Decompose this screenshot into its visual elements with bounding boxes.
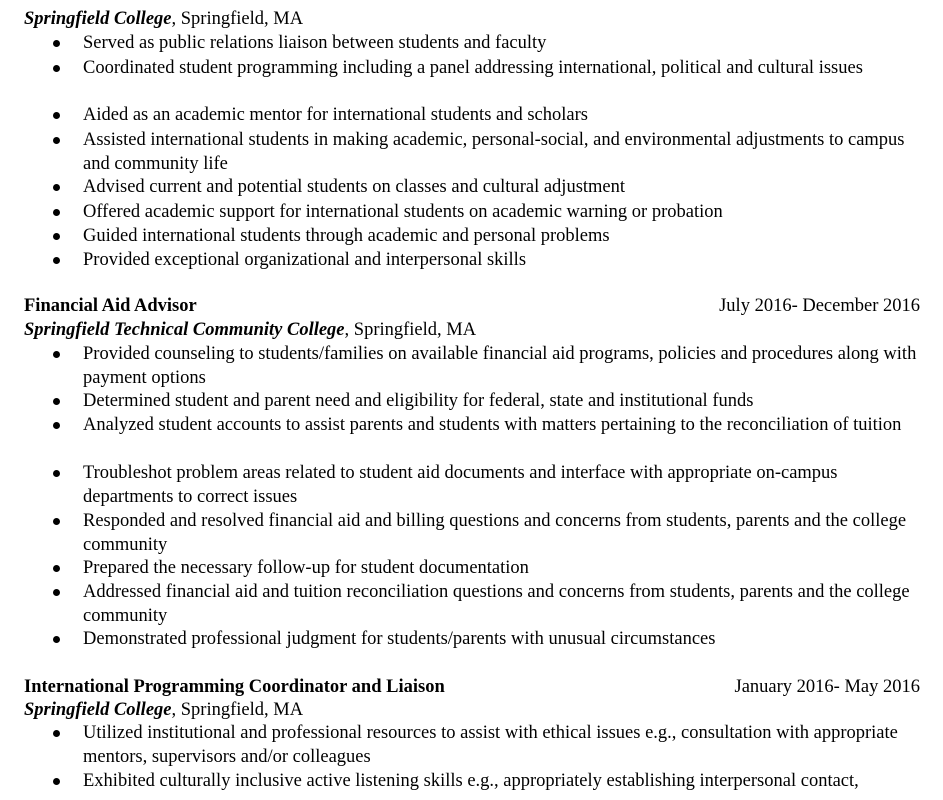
bullet-icon xyxy=(53,65,60,72)
list-item-text: Advised current and potential students on classes and cultural adjustment xyxy=(83,177,626,197)
list-item-text: Responded and resolved financial aid and billing questions and concerns from students, parents and the college community xyxy=(83,511,907,555)
organization-name: Springfield College xyxy=(24,700,172,720)
job-dates: January 2016- May 2016 xyxy=(734,677,920,697)
bullet-icon xyxy=(53,589,60,596)
bullet-icon xyxy=(53,565,60,572)
organization-location: , Springfield, MA xyxy=(171,700,304,720)
list-item-text: Prepared the necessary follow-up for student documentation xyxy=(83,558,529,578)
job-dates: July 2016- December 2016 xyxy=(719,296,920,316)
list-item-text: Troubleshot problem areas related to student aid documents and interface with appropriate on-campus departments to correct issues xyxy=(83,463,838,507)
job-title: International Programming Coordinator and Liaison xyxy=(24,677,445,697)
list-item-text: Served as public relations liaison between students and faculty xyxy=(83,33,547,53)
list-item-text: Determined student and parent need and eligibility for federal, state and institutional funds xyxy=(83,391,754,411)
list-item-text: Aided as an academic mentor for international students and scholars xyxy=(83,105,588,125)
list-item-text: Utilized institutional and professional resources to assist with ethical issues e.g., consultation with appropriate mentors, supervisors and/or colleagues xyxy=(83,723,898,767)
bullet-icon xyxy=(53,518,60,525)
bullet-icon xyxy=(53,422,60,429)
organization-line xyxy=(24,698,303,722)
bullet-icon xyxy=(53,351,60,358)
bullet-icon xyxy=(53,257,60,264)
list-item-text: Demonstrated professional judgment for students/parents with unusual circumstances xyxy=(83,629,716,649)
bullet-icon xyxy=(53,470,60,477)
bullet-icon xyxy=(53,40,60,47)
organization-line xyxy=(24,318,476,342)
bullet-icon xyxy=(53,184,60,191)
bullet-icon xyxy=(53,137,60,144)
list-item-text: Offered academic support for international students on academic warning or probation xyxy=(83,202,723,222)
organization-line xyxy=(24,7,303,31)
bullet-icon xyxy=(53,730,60,737)
list-item-text: Assisted international students in making academic, personal-social, and environmental adjustments to campus and community life xyxy=(83,130,905,174)
bullet-icon xyxy=(53,778,60,785)
bullet-icon xyxy=(53,112,60,119)
list-item-text: Provided exceptional organizational and interpersonal skills xyxy=(83,250,527,270)
list-item-text: Exhibited culturally inclusive active listening skills e.g., appropriately establishing interpersonal contact, xyxy=(83,771,859,791)
list-item-text: Provided counseling to students/families on available financial aid programs, policies and procedures along with payment options xyxy=(83,344,917,388)
organization-location: , Springfield, MA xyxy=(344,320,477,340)
list-item-text: Addressed financial aid and tuition reconciliation questions and concerns from students, parents and the college community xyxy=(83,582,910,626)
bullet-icon xyxy=(53,636,60,643)
bullet-icon xyxy=(53,398,60,405)
list-item-text: Coordinated student programming including a panel addressing international, political and cultural issues xyxy=(83,58,863,78)
list-item-text: Guided international students through academic and personal problems xyxy=(83,226,610,246)
job-title: Financial Aid Advisor xyxy=(24,296,197,316)
organization-name: Springfield Technical Community College xyxy=(24,320,345,340)
organization-location: , Springfield, MA xyxy=(171,9,304,29)
organization-name: Springfield College xyxy=(24,9,172,29)
list-item-text: Analyzed student accounts to assist parents and students with matters pertaining to the reconciliation of tuition xyxy=(83,415,902,435)
bullet-icon xyxy=(53,209,60,216)
bullet-icon xyxy=(53,233,60,240)
